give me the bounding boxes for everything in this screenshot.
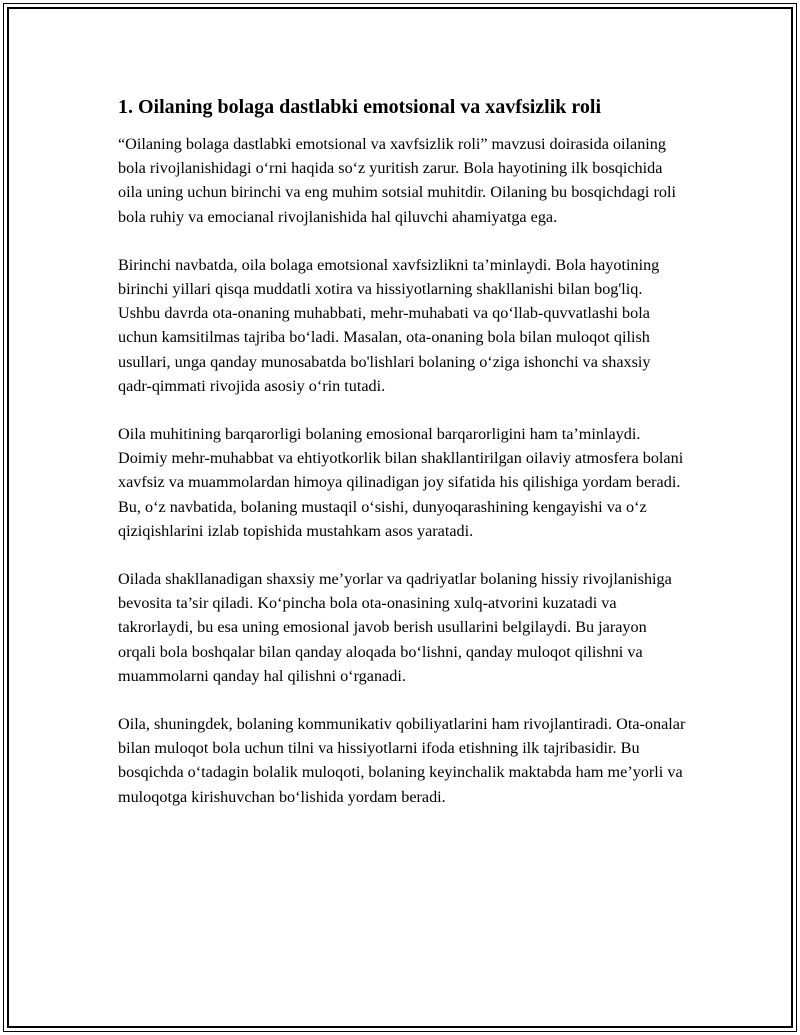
paragraph-4: Oilada shakllanadigan shaxsiy me’yorlar va qadriyatlar bolaning hissiy rivojlanishiga bevosita ta’sir qiladi. Ko‘pincha bola ota-onasining xulq-atvorini kuzatadi va takrorlaydi, bu esa uning emosional javob berish usullarini belgilaydi. Bu jarayon orqali bola boshqalar bilan qanday aloqada bo‘lishni, qanday muloqot qilishni va muammolarni qanday hal qilishni o‘rganadi. <box>118 570 672 685</box>
paragraph-2: Birinchi navbatda, oila bolaga emotsional xavfsizlikni ta’minlaydi. Bola hayotining birinchi yillari qisqa muddatli xotira va hissiyotlarning shakllanishi bilan bog'liq. Ushbu davrda ota-onaning muhabbati, mehr-muhabati va qo‘llab-quvvatlashi bola uchun kamsitilmas tajriba bo‘ladi. Masalan, ota-onaning bola bilan muloqot qilish usullari, unga qanday munosabatda bo'lishlari bolaning o‘ziga ishonchi va shaxsiy qadr-qimmati rivojida asosiy o‘rin tutadi. <box>118 255 660 395</box>
section-heading: 1. Oilaning bolaga dastlabki emotsional va xavfsizlik roli <box>118 96 602 118</box>
paragraph-3: Oila muhitining barqarorligi bolaning emosional barqarorligini ham ta’minlaydi. Doimiy mehr-muhabbat va ehtiyotkorlik bilan shakllantirilgan oilaviy atmosfera bolani xavfsiz va muammolardan himoya qilinadigan joy sifatida his qilishiga yordam beradi. Bu, o‘z navbatida, bolaning mustaqil o‘sishi, dunyoqarashining kengayishi va o‘z qiziqishlarini izlab topishida mustahkam asos yaratadi. <box>118 425 684 540</box>
document-body <box>118 92 688 833</box>
paragraph-5: Oila, shuningdek, bolaning kommunikativ qobiliyatlarini ham rivojlantiradi. Ota-onalar bilan muloqot bola uchun tilni va hissiyotlarni ifoda etishning ilk tajribasidir. Bu bosqichda o‘tadagin bolalik muloqoti, bolaning keyinchalik maktabda ham me’yorli va muloqotga kirishuvchan bo‘lishida yordam beradi. <box>118 715 686 806</box>
paragraph-1: “Oilaning bolaga dastlabki emotsional va xavfsizlik roli” mavzusi doirasida oilaning bola rivojlanishidagi o‘rni haqida so‘z yuritish zarur. Bola hayotining ilk bosqichida oila uning uchun birinchi va eng muhim sotsial muhitdir. Oilaning bu bosqichdagi roli bola ruhiy va emocianal rivojlanishida hal qiluvchi ahamiyatga ega. <box>118 135 676 226</box>
